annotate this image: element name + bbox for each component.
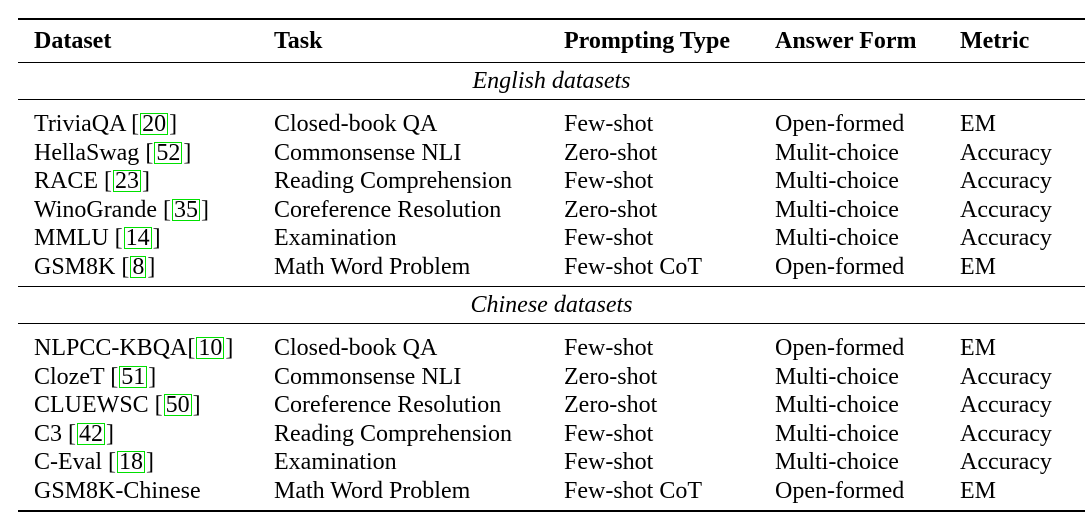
task-cell: Reading Comprehension — [274, 168, 512, 194]
answer-form-cell: Multi-choice — [775, 392, 899, 418]
dataset-name: CLUEWSC — [34, 392, 149, 418]
prompting-type-cell: Few-shot — [564, 335, 654, 361]
citation-link[interactable]: 50 — [165, 392, 190, 418]
header-row — [18, 20, 1085, 62]
citation-link[interactable]: 14 — [125, 225, 150, 251]
prompting-type-cell: Zero-shot — [564, 392, 658, 418]
metric-cell: EM — [960, 477, 996, 504]
prompting-type-cell: Few-shot — [564, 168, 654, 194]
dataset-cell: HellaSwag [ 52 ] — [34, 139, 192, 166]
answer-form-cell: Open-formed — [775, 111, 905, 137]
dataset-name: TriviaQA — [34, 111, 126, 137]
dataset-cell: GSM8K [ 8 ] — [34, 253, 156, 280]
prompting-type-cell: Few-shot — [564, 225, 654, 251]
table-row — [18, 139, 1085, 168]
dataset-name: MMLU — [34, 225, 109, 251]
dataset-cell: ClozeT [ 51 ] — [34, 363, 157, 390]
citation-link[interactable]: 35 — [174, 196, 198, 223]
task-cell: Math Word Problem — [274, 477, 471, 504]
dataset-name: C3 — [34, 420, 63, 447]
metric-cell: Accuracy — [960, 196, 1052, 223]
metric-cell: EM — [960, 253, 996, 280]
dataset-cell: WinoGrande [ 35 ] — [34, 196, 209, 223]
table-row — [18, 334, 1085, 363]
citation-link[interactable]: 42 — [79, 420, 104, 447]
task-cell: Coreference Resolution — [274, 392, 502, 418]
metric-cell: Accuracy — [960, 420, 1052, 447]
table-row — [18, 167, 1085, 196]
answer-form-cell: Multi-choice — [775, 363, 899, 390]
citation-link[interactable]: 10 — [198, 335, 223, 361]
dataset-cell: MMLU [ 14 ] — [34, 225, 161, 251]
citation-link[interactable]: 52 — [156, 139, 181, 166]
answer-form-cell: Multi-choice — [775, 449, 899, 475]
task-cell: Examination — [274, 225, 397, 251]
citation-link[interactable]: 8 — [132, 253, 145, 280]
task-cell: Closed-book QA — [274, 111, 438, 137]
dataset-name: RACE — [34, 168, 99, 194]
prompting-type-cell: Few-shot CoT — [564, 253, 702, 280]
answer-form-cell: Open-formed — [775, 477, 905, 504]
table-row — [18, 477, 1085, 506]
dataset-name: GSM8K — [34, 253, 116, 280]
task-cell: Commonsense NLI — [274, 363, 462, 390]
metric-cell: Accuracy — [960, 168, 1052, 194]
dataset-cell: C3 [ 42 ] — [34, 420, 115, 447]
table-row — [18, 391, 1085, 420]
answer-form-cell: Multi-choice — [775, 196, 899, 223]
header-answer-form: Answer Form — [775, 28, 917, 54]
dataset-cell: RACE [ 23 ] — [34, 168, 151, 194]
prompting-type-cell: Zero-shot — [564, 139, 658, 166]
task-cell: Coreference Resolution — [274, 196, 502, 223]
dataset-cell: CLUEWSC [ 50 ] — [34, 392, 201, 418]
section-title: English datasets — [472, 68, 631, 94]
prompting-type-cell: Few-shot — [564, 420, 654, 447]
dataset-cell: TriviaQA [ 20 ] — [34, 111, 178, 137]
answer-form-cell: Multi-choice — [775, 420, 899, 447]
dataset-cell: C-Eval [ 18 ] — [34, 449, 154, 475]
task-cell: Reading Comprehension — [274, 420, 512, 447]
metric-cell: EM — [960, 335, 996, 361]
citation-link[interactable]: 51 — [121, 363, 146, 390]
answer-form-cell: Multi-choice — [775, 225, 899, 251]
table-row — [18, 448, 1085, 477]
task-cell: Closed-book QA — [274, 335, 438, 361]
header-metric: Metric — [960, 28, 1030, 54]
citation-link[interactable]: 20 — [142, 111, 167, 137]
datasets-table — [18, 18, 1085, 512]
metric-cell: Accuracy — [960, 392, 1052, 418]
metric-cell: EM — [960, 111, 996, 137]
prompting-type-cell: Few-shot CoT — [564, 477, 702, 504]
dataset-cell: NLPCC-KBQA[ 10 ] — [34, 335, 234, 361]
metric-cell: Accuracy — [960, 363, 1052, 390]
prompting-type-cell: Zero-shot — [564, 196, 658, 223]
table-body — [18, 63, 1085, 510]
metric-cell: Accuracy — [960, 139, 1052, 166]
citation-link[interactable]: 18 — [118, 449, 143, 475]
table-row — [18, 196, 1085, 225]
answer-form-cell: Open-formed — [775, 253, 905, 280]
prompting-type-cell: Few-shot — [564, 111, 654, 137]
task-cell: Math Word Problem — [274, 253, 471, 280]
header-dataset: Dataset — [34, 28, 112, 54]
dataset-name: GSM8K-Chinese — [34, 477, 201, 504]
dataset-name: NLPCC-KBQA — [34, 335, 188, 361]
metric-cell: Accuracy — [960, 225, 1052, 251]
bottom-rule — [18, 510, 1085, 512]
answer-form-cell: Open-formed — [775, 335, 905, 361]
dataset-cell — [34, 477, 201, 506]
table-row — [18, 253, 1085, 282]
header-task: Task — [274, 28, 323, 54]
answer-form-cell: Multi-choice — [775, 168, 899, 194]
dataset-name: HellaSwag — [34, 139, 140, 166]
table-row — [18, 110, 1085, 139]
dataset-name: ClozeT — [34, 363, 105, 390]
table-row — [18, 363, 1085, 392]
section-title: Chinese datasets — [470, 292, 633, 318]
table-row — [18, 420, 1085, 449]
citation-link[interactable]: 23 — [115, 168, 140, 194]
table-row — [18, 224, 1085, 253]
answer-form-cell: Mulit-choice — [775, 139, 899, 166]
prompting-type-cell: Zero-shot — [564, 363, 658, 390]
task-cell: Commonsense NLI — [274, 139, 462, 166]
task-cell: Examination — [274, 449, 397, 475]
dataset-name: WinoGrande — [34, 196, 157, 223]
dataset-name: C-Eval — [34, 449, 102, 475]
metric-cell: Accuracy — [960, 449, 1052, 475]
prompting-type-cell: Few-shot — [564, 449, 654, 475]
header-prompting-type: Prompting Type — [564, 28, 731, 54]
